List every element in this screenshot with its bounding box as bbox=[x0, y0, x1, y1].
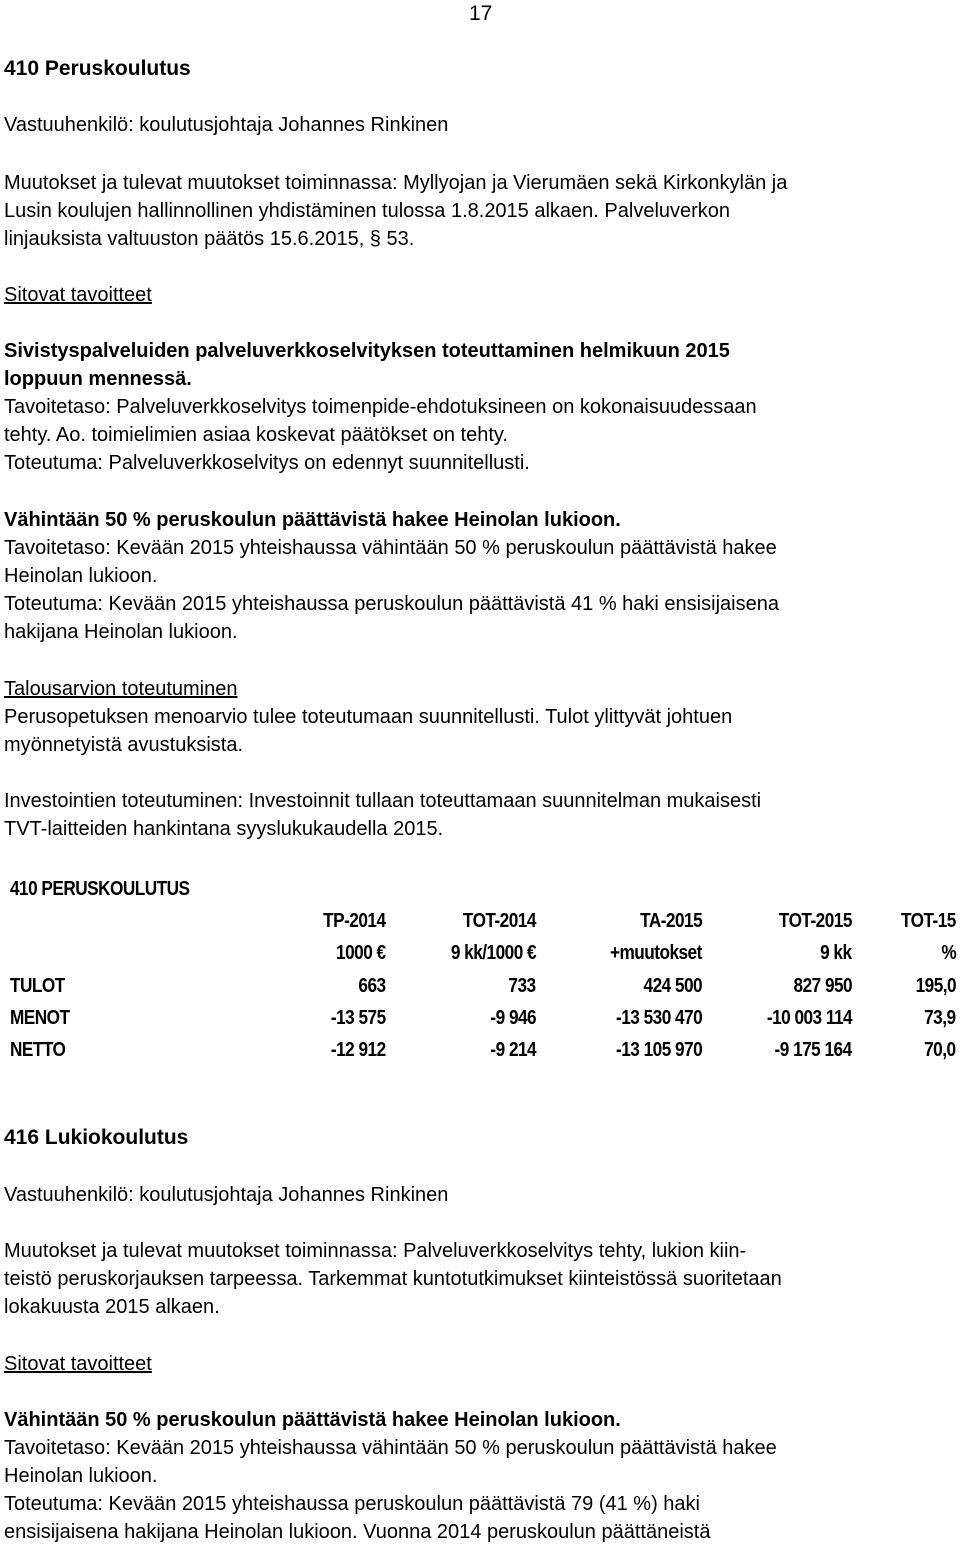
table-cell: -10 003 114 bbox=[766, 1007, 852, 1029]
table-cell: -9 214 bbox=[490, 1039, 536, 1061]
section-416-heading: 416 Lukiokoulutus bbox=[4, 1126, 189, 1149]
section-416-responsible: Vastuuhenkilö: koulutusjohtaja Johannes Rinkinen bbox=[4, 1184, 449, 1206]
goal1-text-line: Tavoitetaso: Palveluverkkoselvitys toimenpide-ehdotuksineen on kokonaisuudessaan bbox=[4, 396, 757, 418]
table-cell: -13 530 470 bbox=[615, 1007, 702, 1029]
section-416-changes-line: Muutokset ja tulevat muutokset toiminnassa: Palveluverkkoselvitys tehty, lukion kiin- bbox=[4, 1240, 747, 1262]
section-416-goal-text-line: Heinolan lukioon. bbox=[4, 1465, 158, 1487]
goal2-text-line: Heinolan lukioon. bbox=[4, 565, 158, 587]
table-header-cell: TOT-15 bbox=[901, 910, 956, 932]
table-header-cell: TP-2014 bbox=[323, 910, 386, 932]
section-410-changes-line: Lusin koulujen hallinnollinen yhdistäminen tulossa 1.8.2015 alkaen. Palveluverkon bbox=[4, 200, 731, 222]
goal2-text-line: hakijana Heinolan lukioon. bbox=[4, 621, 238, 643]
goal1-title-line: Sivistyspalveluiden palveluverkkoselvityksen toteuttaminen helmikuun 2015 bbox=[4, 340, 730, 362]
section-410-changes-line: Muutokset ja tulevat muutokset toiminnassa: Myllyojan ja Vierumäen sekä Kirkonkylän ja bbox=[4, 172, 788, 194]
table-header-cell: TA-2015 bbox=[639, 910, 702, 932]
table-title: 410 PERUSKOULUTUS bbox=[10, 878, 190, 900]
section-416-goal-title: Vähintään 50 % peruskoulun päättävistä hakee Heinolan lukioon. bbox=[4, 1409, 621, 1431]
finance-table bbox=[0, 872, 960, 1072]
budget-text-line: Perusopetuksen menoarvio tulee toteutumaan suunnitellusti. Tulot ylittyvät johtuen bbox=[4, 706, 733, 728]
table-cell: 663 bbox=[358, 975, 386, 997]
goal2-title: Vähintään 50 % peruskoulun päättävistä hakee Heinolan lukioon. bbox=[4, 509, 621, 531]
goal2-text-line: Tavoitetaso: Kevään 2015 yhteishaussa vähintään 50 % peruskoulun päättävistä hakee bbox=[4, 537, 777, 559]
table-row-label: TULOT bbox=[10, 975, 65, 997]
section-416-goal-text-line: ensisijaisena hakijana Heinolan lukioon. Vuonna 2014 peruskoulun päättäneistä bbox=[4, 1521, 711, 1543]
budget-text-line: myönnetyistä avustuksista. bbox=[4, 734, 243, 756]
section-410-goals-title: Sitovat tavoitteet bbox=[4, 284, 152, 306]
section-416-changes-line: lokakuusta 2015 alkaen. bbox=[4, 1296, 220, 1318]
investment-text-line: TVT-laitteiden hankintana syyslukukaudella 2015. bbox=[4, 818, 444, 840]
goal2-text-line: Toteutuma: Kevään 2015 yhteishaussa peruskoulun päättävistä 41 % haki ensisijaisena bbox=[4, 593, 779, 615]
table-cell: -13 105 970 bbox=[615, 1039, 702, 1061]
table-cell: -9 946 bbox=[490, 1007, 536, 1029]
table-unit-cell: % bbox=[941, 942, 956, 964]
table-cell: 827 950 bbox=[793, 975, 852, 997]
table-cell: 73,9 bbox=[924, 1007, 956, 1029]
table-unit-cell: +muutokset bbox=[610, 942, 702, 964]
budget-title: Talousarvion toteutuminen bbox=[4, 678, 238, 700]
goal1-text-line: Toteutuma: Palveluverkkoselvitys on edennyt suunnitellusti. bbox=[4, 452, 530, 474]
page-number: 17 bbox=[469, 2, 493, 25]
table-header-cell: TOT-2014 bbox=[462, 910, 536, 932]
section-410-responsible: Vastuuhenkilö: koulutusjohtaja Johannes Rinkinen bbox=[4, 114, 449, 136]
goal1-text-line: tehty. Ao. toimielimien asiaa koskevat päätökset on tehty. bbox=[4, 424, 508, 446]
section-416-goals-title: Sitovat tavoitteet bbox=[4, 1353, 152, 1375]
table-row-label: MENOT bbox=[10, 1007, 70, 1029]
table-cell: -9 175 164 bbox=[774, 1039, 852, 1061]
table-cell: -12 912 bbox=[331, 1039, 386, 1061]
section-416-goal-text-line: Toteutuma: Kevään 2015 yhteishaussa peruskoulun päättävistä 79 (41 %) haki bbox=[4, 1493, 700, 1515]
section-410-heading: 410 Peruskoulutus bbox=[4, 57, 191, 80]
table-cell: 70,0 bbox=[924, 1039, 956, 1061]
table-cell: -13 575 bbox=[331, 1007, 386, 1029]
investment-text-line: Investointien toteutuminen: Investoinnit tullaan toteuttamaan suunnitelman mukaisesti bbox=[4, 790, 762, 812]
table-cell: 195,0 bbox=[915, 975, 956, 997]
table-cell: 733 bbox=[508, 975, 536, 997]
table-cell: 424 500 bbox=[643, 975, 702, 997]
section-410-changes-line: linjauksista valtuuston päätös 15.6.2015, § 53. bbox=[4, 228, 415, 250]
table-unit-cell: 1000 € bbox=[336, 942, 386, 964]
table-unit-cell: 9 kk bbox=[820, 942, 852, 964]
goal1-title-line: loppuun mennessä. bbox=[4, 368, 192, 390]
table-unit-cell: 9 kk/1000 € bbox=[450, 942, 536, 964]
section-416-goal-text-line: Tavoitetaso: Kevään 2015 yhteishaussa vähintään 50 % peruskoulun päättävistä hakee bbox=[4, 1437, 777, 1459]
section-416-changes-line: teistö peruskorjauksen tarpeessa. Tarkemmat kuntotutkimukset kiinteistössä suoritetaan bbox=[4, 1268, 782, 1290]
table-header-cell: TOT-2015 bbox=[778, 910, 852, 932]
table-row-label: NETTO bbox=[10, 1039, 66, 1061]
